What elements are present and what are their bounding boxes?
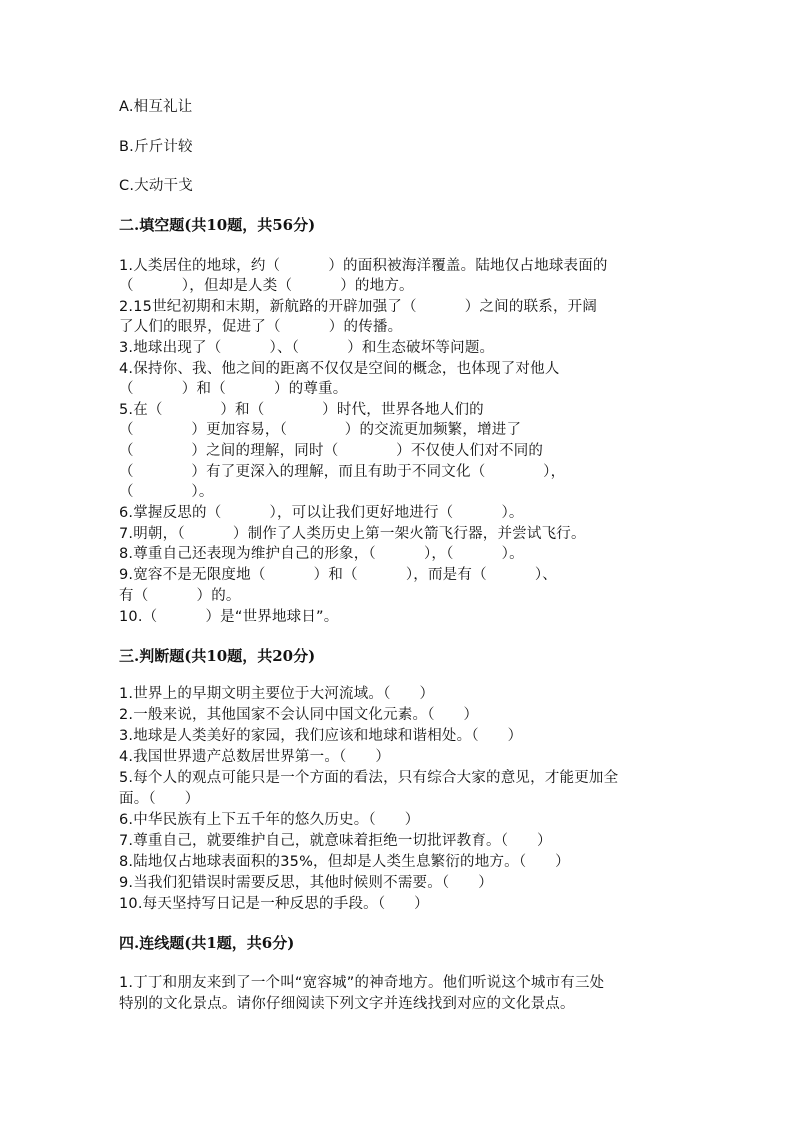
fill-blank-line: 8.尊重自己还表现为维护自己的形象，（ ），（ ）。 <box>119 546 524 562</box>
fill-blank-line: （ ）之间的理解，同时（ ）不仅使人们对不同的 <box>119 443 544 459</box>
fill-blank-line: 10.（ ）是“世界地球日”。 <box>119 609 339 625</box>
fill-blank-line: 9.宽容不是无限度地（ ）和（ ），而是有（ ）、 <box>119 567 558 583</box>
fill-blank-line: （ ）有了更深入的理解，而且有助于不同文化（ ）， <box>119 464 566 480</box>
section-heading-matching: 四.连线题(共1题，共6分) <box>119 934 295 952</box>
fill-blank-line: 3.地球出现了（ ）、（ ）和生态破坏等问题。 <box>119 340 495 356</box>
fill-blank-line: 5.在（ ）和（ ）时代，世界各地人们的 <box>119 402 484 418</box>
fill-blank-line: 了人们的眼界，促进了（ ）的传播。 <box>119 319 403 335</box>
matching-line: 1.丁丁和朋友来到了一个叫“宽容城”的神奇地方。他们听说这个城市有三处 <box>119 975 605 991</box>
true-false-line: 9.当我们犯错误时需要反思，其他时候则不需要。（ ） <box>119 875 493 891</box>
true-false-line: 6.中华民族有上下五千年的悠久历史。（ ） <box>119 812 420 828</box>
fill-blank-line: 4.保持你、我、他之间的距离不仅仅是空间的概念，也体现了对他人 <box>119 361 560 377</box>
true-false-line: 2.一般来说，其他国家不会认同中国文化元素。（ ） <box>119 707 479 723</box>
fill-blank-line: （ ），但却是人类（ ）的地方。 <box>119 278 414 294</box>
true-false-line: 4.我国世界遗产总数居世界第一。（ ） <box>119 749 391 765</box>
option-a: A.相互礼让 <box>119 99 193 115</box>
fill-blank-line: 6.掌握反思的（ ），可以让我们更好地进行（ ）。 <box>119 505 524 521</box>
true-false-line: 面。（ ） <box>119 791 200 807</box>
fill-blank-line: 2.15世纪初期和末期，新航路的开辟加强了（ ）之间的联系，开阔 <box>119 299 598 315</box>
fill-blank-line: 有（ ）的。 <box>119 588 241 604</box>
fill-blank-line: （ ）和（ ）的尊重。 <box>119 381 348 397</box>
section-heading-fill-blank: 二.填空题(共10题，共56分) <box>119 216 316 234</box>
option-b: B.斤斤计较 <box>119 139 193 155</box>
true-false-line: 7.尊重自己，就要维护自己，就意味着拒绝一切批评教育。（ ） <box>119 833 552 849</box>
matching-line: 特别的文化景点。请你仔细阅读下列文字并连线找到对应的文化景点。 <box>119 996 575 1012</box>
section-heading-true-false: 三.判断题(共10题，共20分) <box>119 647 316 665</box>
true-false-line: 8.陆地仅占地球表面积的35%，但却是人类生息繁衍的地方。（ ） <box>119 854 570 870</box>
option-c: C.大动干戈 <box>119 178 193 194</box>
true-false-line: 1.世界上的早期文明主要位于大河流域。（ ） <box>119 686 435 702</box>
fill-blank-line: 1.人类居住的地球，约（ ）的面积被海洋覆盖。陆地仅占地球表面的 <box>119 258 608 274</box>
true-false-line: 5.每个人的观点可能只是一个方面的看法，只有综合大家的意见，才能更加全 <box>119 770 619 786</box>
true-false-line: 3.地球是人类美好的家园，我们应该和地球和谐相处。（ ） <box>119 728 523 744</box>
fill-blank-line: （ ）更加容易，（ ）的交流更加频繁，增进了 <box>119 422 522 438</box>
fill-blank-line: （ ）。 <box>119 484 214 500</box>
true-false-line: 10.每天坚持写日记是一种反思的手段。（ ） <box>119 896 429 912</box>
fill-blank-line: 7.明朝，（ ）制作了人类历史上第一架火箭飞行器，并尝试飞行。 <box>119 526 586 542</box>
